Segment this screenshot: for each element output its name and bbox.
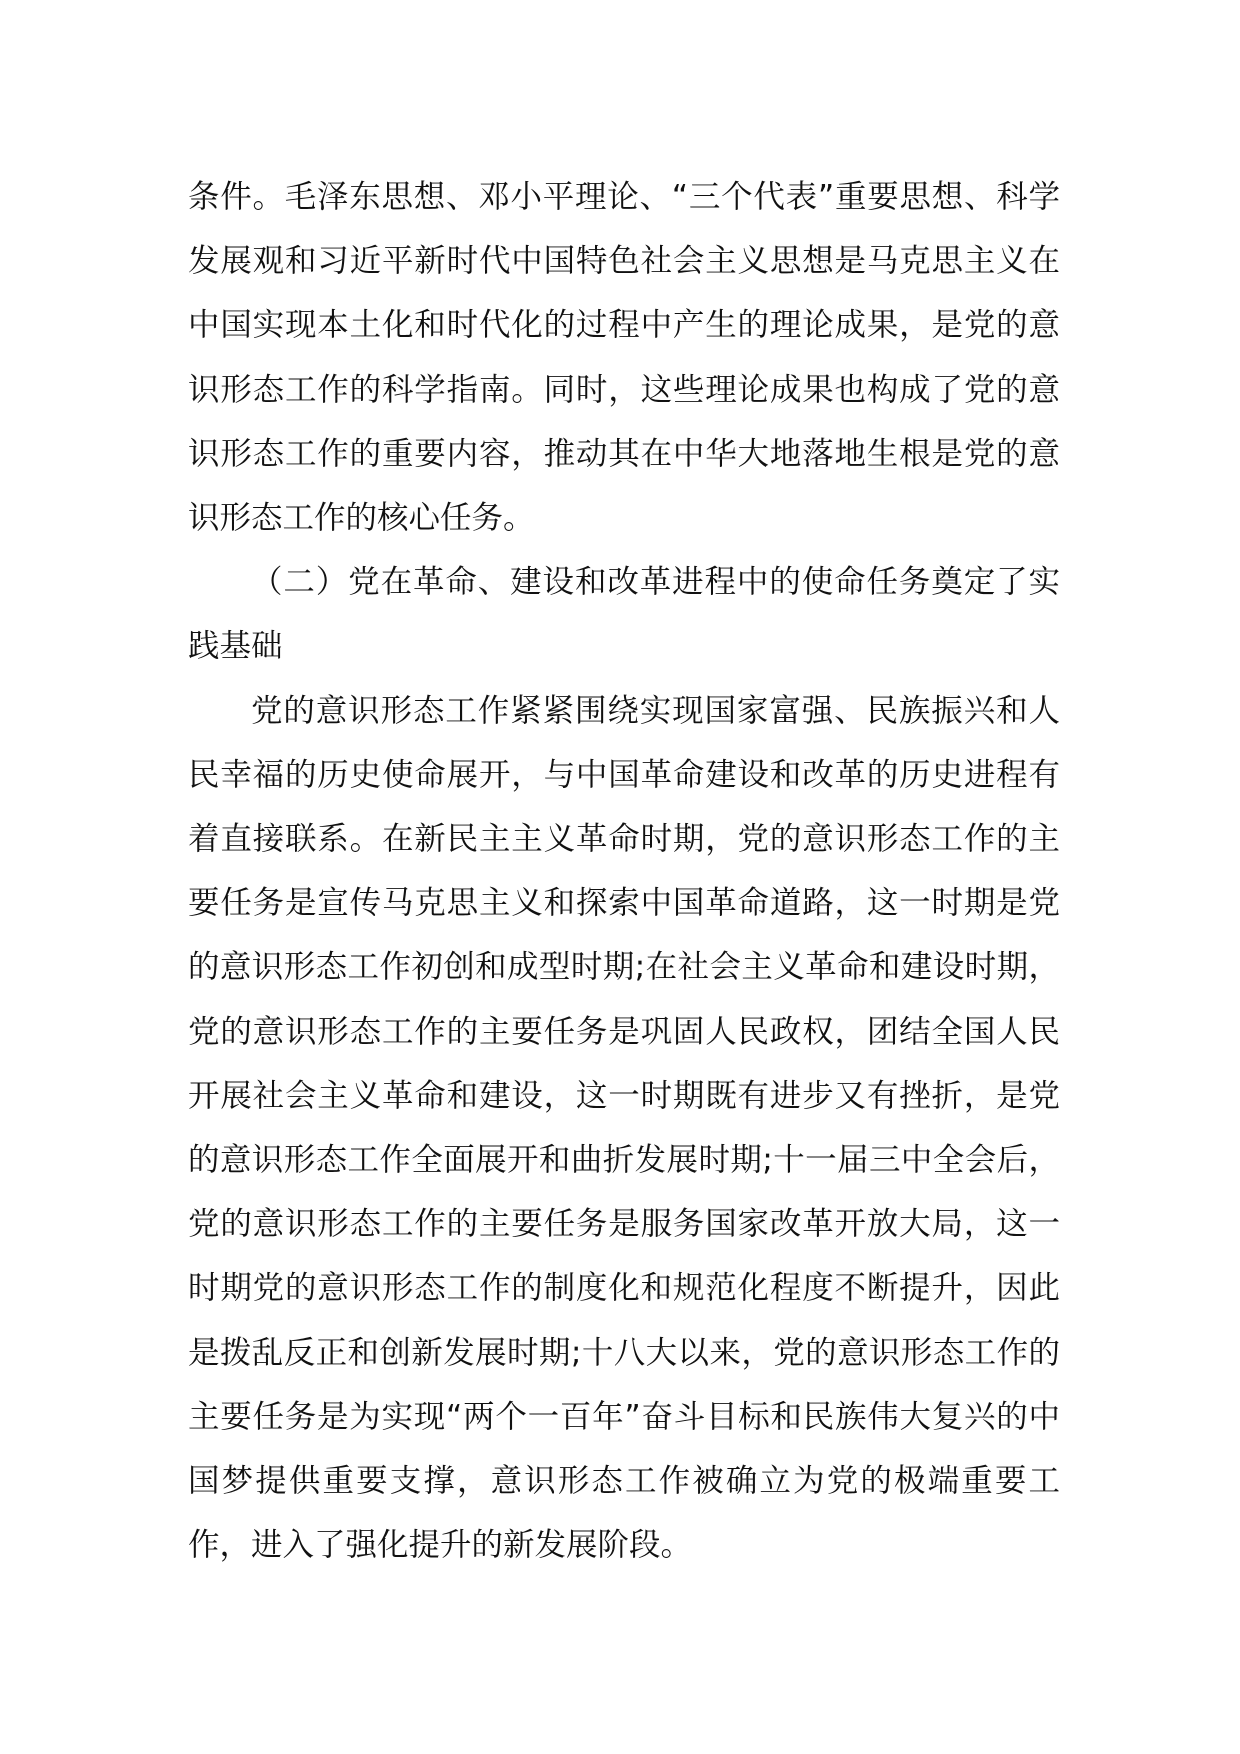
paragraph-continuation: 条件。毛泽东思想、邓小平理论、“三个代表”重要思想、科学发展观和习近平新时代中国特色社会主义思想是马克思主义在中国实现本土化和时代化的过程中产生的理论成果，是党的意识形态工作的科学指南。同时，这些理论成果也构成了党的意识形态工作的重要内容，推动其在中华大地落地生根是党的意识形态工作的核心任务。 [188, 179, 1060, 537]
section-heading: （二）党在革命、建设和改革进程中的使命任务奠定了实践基础 [188, 564, 1060, 665]
paragraph-body: 党的意识形态工作紧紧围绕实现国家富强、民族振兴和人民幸福的历史使命展开，与中国革命建设和改革的历史进程有着直接联系。在新民主主义革命时期，党的意识形态工作的主要任务是宣传马克思主义和探索中国革命道路，这一时期是党的意识形态工作初创和成型时期;在社会主义革命和建设时期，党的意识形态工作的主要任务是巩固人民政权，团结全国人民开展社会主义革命和建设，这一时期既有进步又有挫折，是党的意识形态工作全面展开和曲折发展时期;十一届三中全会后，党的意识形态工作的主要任务是服务国家改革开放大局，这一时期党的意识形态工作的制度化和规范化程度不断提升，因此是拨乱反正和创新发展时期;十八大以来，党的意识形态工作的主要任务是为实现“两个一百年”奋斗目标和民族伟大复兴的中国梦提供重要支撑，意识形态工作被确立为党的极端重要工作，进入了强化提升的新发展阶段。 [188, 692, 1060, 1564]
document-page [188, 165, 1060, 1577]
